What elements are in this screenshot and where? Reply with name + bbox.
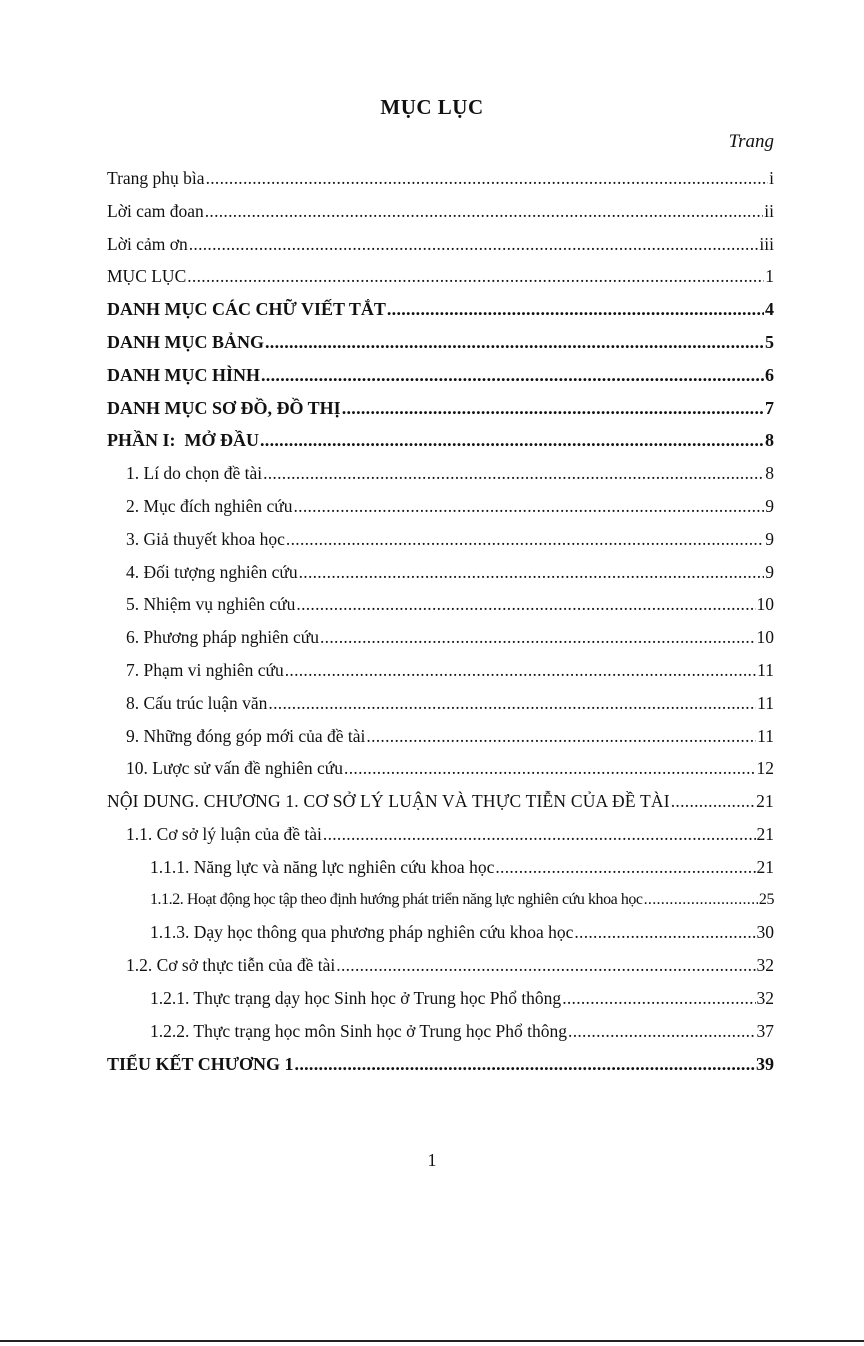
- toc-dot-leader: [574, 916, 755, 949]
- toc-dot-leader: [285, 654, 756, 687]
- toc-dot-leader: [268, 687, 756, 720]
- toc-entry-page: 9: [765, 561, 774, 582]
- toc-entry[interactable]: [107, 752, 774, 785]
- toc-dot-leader: [263, 457, 764, 490]
- toc-entry-label: 1.2. Cơ sở thực tiễn của đề tài: [126, 955, 336, 976]
- toc-dot-leader: [323, 818, 756, 851]
- toc-dot-leader: [295, 1048, 755, 1081]
- toc-entry-label: 8. Cấu trúc luận văn: [126, 692, 268, 713]
- toc-entry[interactable]: [107, 228, 774, 261]
- toc-dot-leader: [187, 260, 764, 293]
- toc-entry-label: Lời cảm ơn: [107, 233, 188, 254]
- toc-entry[interactable]: [107, 457, 774, 490]
- toc-dot-leader: [206, 162, 769, 195]
- toc-entry-page: 10: [756, 594, 774, 615]
- toc-entry[interactable]: [107, 490, 774, 523]
- toc-entry[interactable]: [107, 621, 774, 654]
- toc-entry-page: 11: [757, 692, 774, 713]
- toc-entry-page: 8: [765, 430, 774, 451]
- toc-entry-label: 1.1.1. Năng lực và năng lực nghiên cứu khoa học: [150, 856, 495, 877]
- toc-dot-leader: [293, 490, 764, 523]
- toc-entry-page: 21: [756, 823, 774, 844]
- toc-entry[interactable]: [107, 884, 774, 917]
- page-title: MỤC LỤC: [380, 95, 484, 119]
- toc-entry-label: 5. Nhiệm vụ nghiên cứu: [126, 594, 296, 615]
- toc-entry[interactable]: [107, 654, 774, 687]
- toc-dot-leader: [320, 621, 756, 654]
- toc-entry[interactable]: [107, 588, 774, 621]
- toc-entry-label: 6. Phương pháp nghiên cứu: [126, 627, 319, 648]
- toc-entry-label: 1.2.1. Thực trạng dạy học Sinh học ở Trung học Phổ thông: [150, 987, 562, 1008]
- toc-entry-page: 11: [757, 659, 774, 680]
- toc-entry-page: 4: [765, 299, 774, 320]
- toc-entry-page: 39: [756, 1053, 774, 1074]
- toc-entry[interactable]: [107, 195, 774, 228]
- toc-entry-page: 6: [765, 364, 774, 385]
- toc-entry-page: 8: [765, 463, 774, 484]
- toc-entry-page: 7: [765, 397, 774, 418]
- toc-entry[interactable]: [107, 916, 774, 949]
- toc-dot-leader: [495, 851, 755, 884]
- toc-entry-page: i: [769, 168, 774, 188]
- toc-entry-page: 9: [765, 495, 774, 516]
- toc-entry-page: 1: [765, 266, 774, 287]
- toc-entry-label: PHẦN I: MỞ ĐẦU: [107, 430, 259, 451]
- toc-entry-page: 5: [765, 331, 774, 352]
- toc-entry-label: DANH MỤC HÌNH: [107, 364, 260, 385]
- toc-entry[interactable]: [107, 392, 774, 425]
- toc-entry-page: 32: [756, 955, 774, 976]
- toc-entry-page: 12: [756, 758, 774, 779]
- toc-entry[interactable]: [107, 556, 774, 589]
- toc-dot-leader: [296, 588, 755, 621]
- toc-entry[interactable]: [107, 1048, 774, 1081]
- toc-dot-leader: [265, 326, 764, 359]
- toc-entry-page: 10: [756, 627, 774, 648]
- toc-entry-label: 1.1.3. Dạy học thông qua phương pháp nghiên cứu khoa học: [150, 922, 574, 943]
- page-column-header: Trang: [728, 131, 774, 152]
- toc-dot-leader: [336, 949, 755, 982]
- page-number: 1: [427, 1150, 437, 1170]
- toc-entry-label: MỤC LỤC: [107, 266, 187, 287]
- toc-entry-label: 1.1. Cơ sở lý luận của đề tài: [126, 823, 322, 844]
- toc-entry[interactable]: [107, 523, 774, 556]
- toc-entry-label: DANH MỤC SƠ ĐỒ, ĐỒ THỊ: [107, 397, 341, 418]
- toc-entry[interactable]: [107, 162, 774, 195]
- toc-entry[interactable]: [107, 1015, 774, 1048]
- toc-entry-page: 37: [756, 1020, 774, 1041]
- table-of-contents: [107, 162, 774, 1080]
- toc-dot-leader: [342, 392, 764, 425]
- toc-entry-label: 1.1.2. Hoạt động học tập theo định hướng phát triển năng lực nghiên cứu khoa học: [150, 890, 643, 908]
- toc-entry[interactable]: [107, 785, 774, 818]
- toc-entry[interactable]: [107, 982, 774, 1015]
- toc-entry-page: ii: [764, 200, 774, 221]
- toc-entry-page: iii: [759, 233, 774, 254]
- toc-dot-leader: [205, 195, 764, 228]
- toc-entry-label: 7. Phạm vi nghiên cứu: [126, 659, 284, 680]
- toc-entry-label: 3. Giả thuyết khoa học: [126, 528, 285, 549]
- toc-dot-leader: [562, 982, 755, 1015]
- bottom-divider: [0, 1340, 864, 1342]
- toc-entry[interactable]: [107, 818, 774, 851]
- toc-dot-leader: [671, 785, 755, 818]
- toc-dot-leader: [261, 359, 764, 392]
- toc-entry-page: 30: [756, 922, 774, 943]
- toc-entry[interactable]: [107, 260, 774, 293]
- toc-entry-page: 11: [757, 725, 774, 746]
- toc-entry-label: DANH MỤC BẢNG: [107, 331, 264, 352]
- toc-dot-leader: [286, 523, 764, 556]
- toc-entry-page: 21: [756, 791, 774, 812]
- toc-entry[interactable]: [107, 424, 774, 457]
- toc-entry[interactable]: [107, 851, 774, 884]
- toc-entry-label: 10. Lược sử vấn đề nghiên cứu: [126, 758, 344, 779]
- toc-entry-page: 32: [756, 987, 774, 1008]
- toc-entry-page: 9: [765, 528, 774, 549]
- toc-entry[interactable]: [107, 720, 774, 753]
- toc-entry-label: 2. Mục đích nghiên cứu: [126, 495, 293, 516]
- toc-entry[interactable]: [107, 326, 774, 359]
- toc-entry-label: 4. Đối tượng nghiên cứu: [126, 561, 298, 582]
- toc-entry-label: 9. Những đóng góp mới của đề tài: [126, 725, 366, 746]
- toc-dot-leader: [366, 720, 756, 753]
- toc-dot-leader: [568, 1015, 755, 1048]
- toc-entry-label: TIỂU KẾT CHƯƠNG 1: [107, 1053, 294, 1074]
- toc-entry[interactable]: [107, 949, 774, 982]
- toc-entry-label: DANH MỤC CÁC CHỮ VIẾT TẮT: [107, 299, 386, 320]
- toc-entry-label: 1.2.2. Thực trạng học môn Sinh học ở Trung học Phổ thông: [150, 1020, 568, 1041]
- toc-dot-leader: [189, 228, 759, 261]
- toc-entry-page: 21: [756, 856, 774, 877]
- toc-dot-leader: [299, 556, 765, 589]
- toc-dot-leader: [260, 424, 764, 457]
- toc-entry[interactable]: [107, 687, 774, 720]
- toc-entry-page: 25: [758, 890, 774, 908]
- toc-dot-leader: [644, 884, 758, 917]
- toc-entry-label: NỘI DUNG. CHƯƠNG 1. CƠ SỞ LÝ LUẬN VÀ THỰC TIỄN CỦA ĐỀ TÀI: [107, 791, 670, 812]
- toc-entry-label: Lời cam đoan: [107, 200, 204, 221]
- toc-entry-label: 1. Lí do chọn đề tài: [126, 463, 263, 484]
- toc-entry-label: Trang phụ bìa: [107, 168, 205, 188]
- toc-dot-leader: [387, 293, 764, 326]
- toc-entry[interactable]: [107, 359, 774, 392]
- toc-entry[interactable]: [107, 293, 774, 326]
- toc-dot-leader: [344, 752, 755, 785]
